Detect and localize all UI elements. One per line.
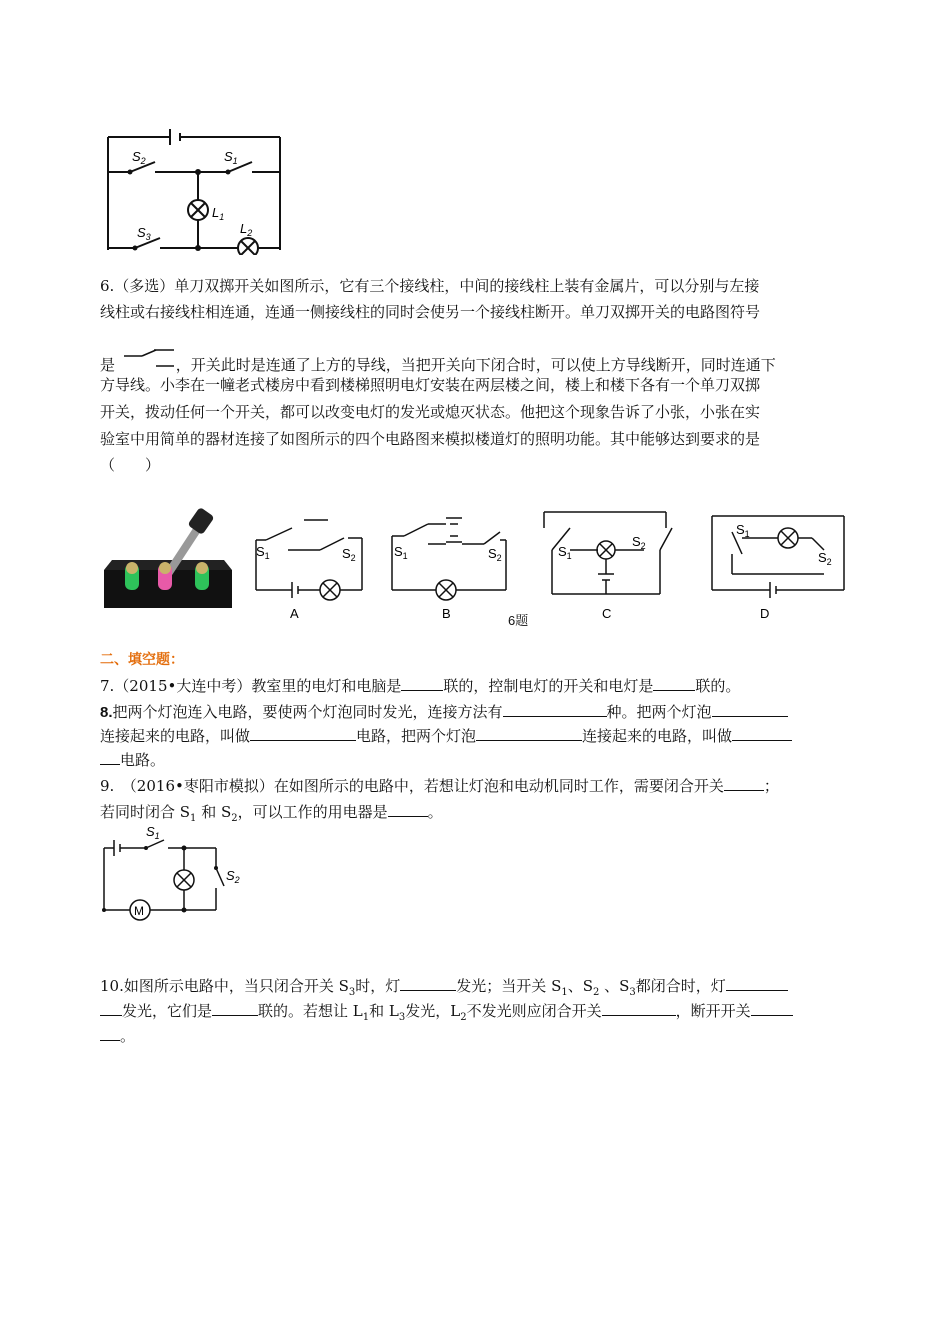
blank[interactable]: [712, 701, 788, 717]
blank[interactable]: [388, 801, 428, 817]
spdt-switch-symbol: [120, 346, 176, 376]
circuit-d-label: D: [760, 606, 770, 621]
blank[interactable]: [732, 725, 792, 741]
blank[interactable]: [476, 725, 582, 741]
blank[interactable]: [503, 701, 607, 717]
q6-line-4: 方导线。小李在一幢老式楼房中看到楼梯照明电灯安装在两层楼之间，楼上和楼下各有一个单刀双掷: [100, 376, 761, 394]
label-l1: $L_1$: [212, 205, 225, 222]
figure-caption-q6: 6题: [508, 613, 529, 628]
svg-text:S2: $S_2$: [226, 868, 240, 885]
circuit-figure-q9: [98, 822, 254, 926]
q7-line: 7.（2015•大连中考）教室里的电灯和电脑是 联的，控制电灯的开关和电灯是 联的。: [100, 677, 741, 695]
switch-photo: [102, 508, 234, 610]
svg-text:S1: $S_1$: [146, 824, 160, 841]
blank[interactable]: [653, 675, 695, 691]
q6-line-1: 6.（多选）单刀双掷开关如图所示，它有三个接线柱，中间的接线柱上装有金属片，可以分别与左接: [100, 277, 760, 295]
circuit-c-label: C: [602, 606, 612, 621]
svg-text:S2: $S_2$: [818, 550, 832, 567]
svg-text:S1: $S_1$: [736, 522, 750, 539]
circuit-b: [388, 512, 512, 622]
blank[interactable]: [602, 1000, 676, 1016]
svg-text:S2: $S_2$: [342, 546, 356, 563]
blank[interactable]: [100, 1025, 120, 1041]
circuit-b-label: B: [442, 606, 451, 621]
circuit-a: [252, 512, 364, 622]
q9-line-1: 9. （2016•枣阳市模拟）在如图所示的电路中，若想让灯泡和电动机同时工作，需要闭合开关 ；: [100, 777, 779, 795]
section-heading: 二、填空题：: [100, 652, 184, 668]
q10-line-1: 10.如图所示电路中，当只闭合开关 $S_3$时，灯 发光；当开关 $S_1$、$S_2$ 、$S_3$都闭合时，灯: [100, 975, 852, 1003]
label-l2: $L_2$: [240, 221, 253, 238]
blank[interactable]: [400, 975, 456, 991]
svg-text:S1: $S_1$: [558, 544, 572, 561]
blank[interactable]: [212, 1000, 258, 1016]
label-s1: $S_1$: [224, 149, 238, 166]
q10-line-3: 。: [100, 1025, 852, 1046]
blank[interactable]: [726, 975, 788, 991]
circuit-c: [540, 506, 676, 622]
label-s2: $S_2$: [132, 149, 146, 166]
motor-label: M: [134, 904, 144, 918]
q8-line-2: 连接起来的电路，叫做 电路，把两个灯泡 连接起来的电路，叫做: [100, 725, 852, 746]
circuit-d: [708, 512, 848, 622]
q9-line-2: 若同时闭合 $S_1$ 和 $S_2$，可以工作的用电器是 。: [100, 803, 443, 824]
q6-line-7: （ ）: [100, 456, 161, 474]
blank[interactable]: [100, 1000, 122, 1016]
circuit-a-label: A: [290, 606, 299, 621]
svg-text:S2: $S_2$: [632, 534, 646, 551]
svg-text:S1: $S_1$: [256, 544, 270, 561]
q10-line-2: 发光，它们是 联的。若想让 $L_1$和 $L_3$发光，$L_2$不发光则应闭合开关 ，断开开关: [100, 1000, 852, 1028]
circuit-figure-q5: [100, 125, 290, 255]
blank[interactable]: [401, 675, 443, 691]
label-s3: $S_3$: [137, 225, 151, 242]
q6-line-2: 线柱或右接线柱相连通，连通一侧接线柱的同时会使另一个接线柱断开。单刀双掷开关的电路图符号: [100, 303, 761, 321]
svg-text:S2: $S_2$: [488, 546, 502, 563]
q6-line-6: 验室中用简单的器材连接了如图所示的四个电路图来模拟楼道灯的照明功能。其中能够达到要求的是: [100, 430, 761, 448]
q8-line-1: 8.把两个灯泡连入电路，要使两个灯泡同时发光，连接方法有 种。把两个灯泡: [100, 701, 852, 723]
q6-line-5: 开关，拨动任何一个开关，都可以改变电灯的发光或熄灭状态。他把这个现象告诉了小张，小张在实: [100, 403, 761, 421]
blank[interactable]: [100, 749, 120, 765]
q8-line-3: 电路。: [100, 749, 852, 770]
q6-line-3: 是 ，开关此时是连通了上方的导线，当把开关向下闭合时，可以使上方导线断开，同时连通下: [100, 346, 852, 376]
blank[interactable]: [751, 1000, 793, 1016]
blank[interactable]: [724, 775, 764, 791]
blank[interactable]: [250, 725, 356, 741]
svg-text:S1: $S_1$: [394, 544, 408, 561]
